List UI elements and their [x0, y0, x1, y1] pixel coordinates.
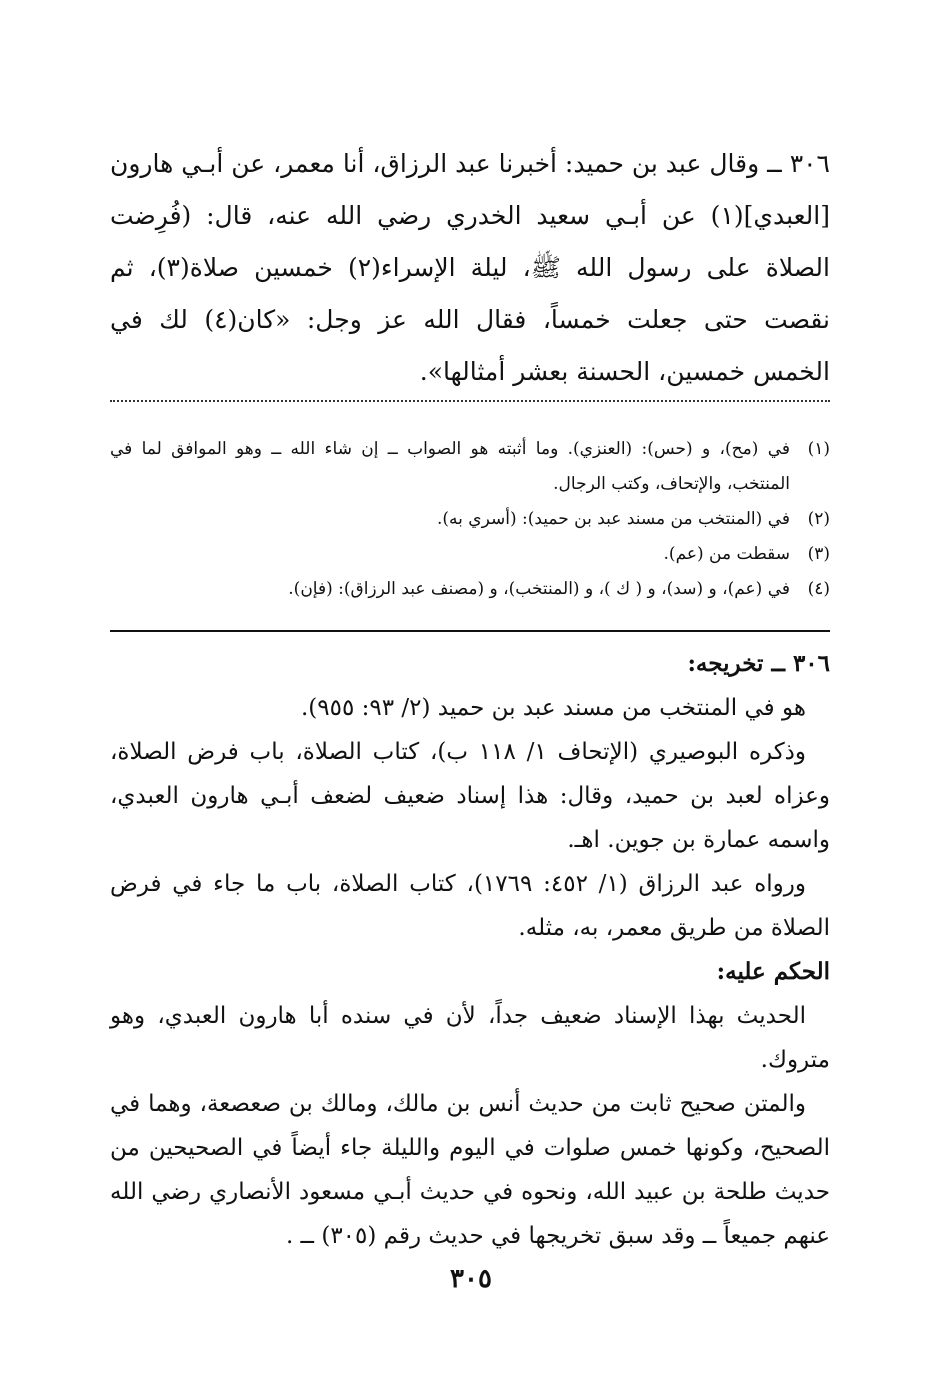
- footnote-text: في (عم)، و (سد)، و ( ك )، و (المنتخب)، و (مصنف عبد الرزاق): (فإن).: [288, 579, 790, 599]
- section-rule: [110, 630, 830, 632]
- hadith-text-block: [110, 138, 830, 398]
- footnote-separator: [110, 400, 830, 422]
- footnote: [110, 572, 830, 607]
- footnote-text: سقطت من (عم).: [663, 544, 790, 564]
- footnote-number: (٣): [807, 544, 830, 564]
- takhrij-paragraph: هو في المنتخب من مسند عبد بن حميد (٢/ ٩٣: ٩٥٥).: [300, 695, 806, 721]
- takhrij-paragraph: ورواه عبد الرزاق (١/ ٤٥٢: ١٧٦٩)، كتاب الصلاة، باب ما جاء في فرض الصلاة من طريق معمر، به، مثله.: [110, 871, 830, 941]
- takhrij-heading: ٣٠٦ ــ تخريجه:: [687, 650, 830, 677]
- footnote-text: في (مح)، و (حس): (العنزي). وما أثبته هو الصواب ــ إن شاء الله ــ وهو الموافق لما في المنتخب، والإتحاف، وكتب الرجال.: [110, 439, 790, 494]
- footnote-number: (٢): [807, 509, 830, 529]
- hadith-text: ٣٠٦ ــ وقال عبد بن حميد: أخبرنا عبد الرزاق، أنا معمر، عن أبـي هارون [العبدي](١) عن أبـي سعيد الخدري رضي الله عنه، قال: (فُرِضت الصلاة على رسول الله ﷺ، ليلة الإسراء(٢) خمسين صلاة(٣)، ثم نقصت حتى جعلت خمساً، فقال الله عز وجل: «كان(٤) لك في الخمس خمسين، الحسنة بعشر أمثالها».: [110, 149, 831, 386]
- footnote-text: في (المنتخب من مسند عبد بن حميد): (أسري به).: [437, 509, 790, 529]
- takhrij-paragraph: وذكره البوصيري (الإتحاف ١/ ١١٨ ب)، كتاب الصلاة، باب فرض الصلاة، وعزاه لعبد بن حميد، وقال: هذا إسناد ضعيف لضعف أبـي هارون العبدي، واسمه عمارة بن جوين. اهـ.: [110, 739, 830, 853]
- hukm-paragraph: والمتن صحيح ثابت من حديث أنس بن مالك، ومالك بن صعصعة، وهما في الصحيح، وكونها خمس صلوات في اليوم والليلة جاء أيضاً في الصحيحين من حديث طلحة بن عبيد الله، ونحوه في حديث أبـي مسعود الأنصاري رضي الله عنهم جميعاً ــ وقد سبق تخريجها في حديث رقم (٣٠٥) ــ .: [110, 1091, 830, 1249]
- footnote-number: (١): [807, 439, 830, 459]
- footnote: [110, 432, 830, 502]
- hukm-heading: الحكم عليه:: [716, 958, 830, 985]
- hukm-paragraph: الحديث بهذا الإسناد ضعيف جداً، لأن في سنده أبا هارون العبدي، وهو متروك.: [110, 1003, 830, 1073]
- footnote: [110, 537, 830, 572]
- page-number: ٣٠٥: [450, 1264, 492, 1294]
- footnotes: [110, 432, 830, 607]
- footnote-number: (٤): [807, 579, 830, 599]
- takhrij-section: [110, 642, 830, 1258]
- footnote: [110, 502, 830, 537]
